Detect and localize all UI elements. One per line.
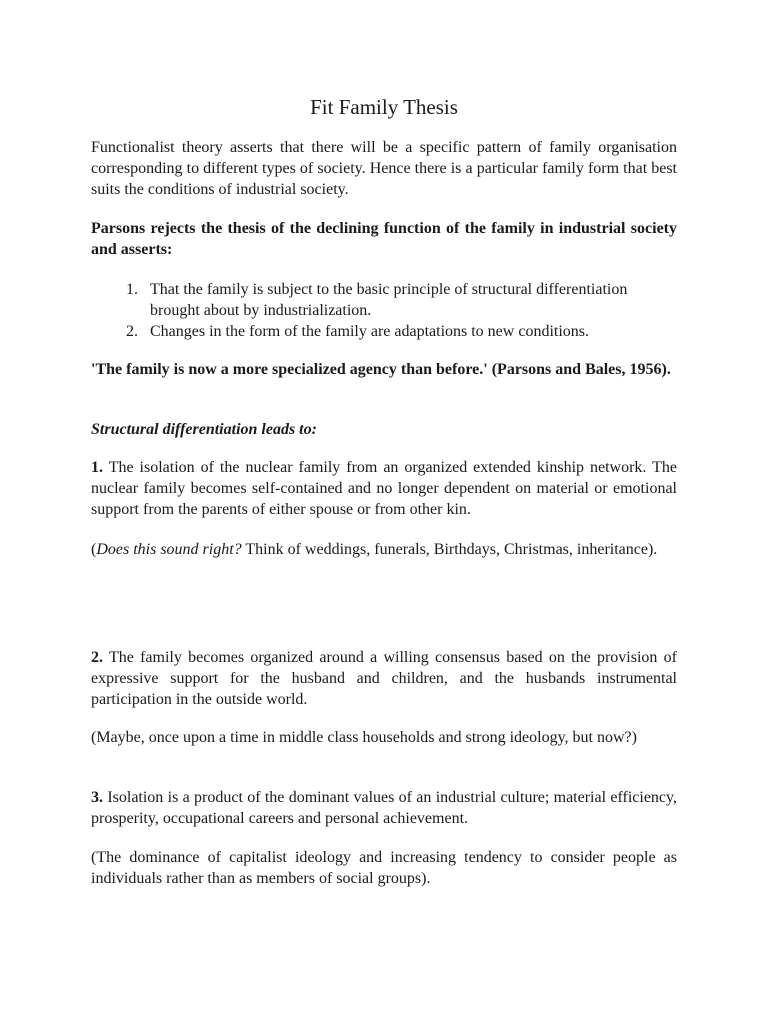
list-item bbox=[126, 280, 677, 322]
section-heading: Structural differentiation leads to: bbox=[91, 421, 317, 438]
point-3-text: Isolation is a product of the dominant values of an industrial culture; material efficiency, prosperity, occupational careers and personal achievement. bbox=[91, 789, 677, 827]
list-item-number: 2. bbox=[126, 322, 138, 340]
list-item-number: 1. bbox=[126, 281, 138, 298]
point-1-paragraph bbox=[91, 458, 677, 520]
point-2-text: The family becomes organized around a willing consensus based on the provision of expressive support for the husband and children, and the husbands instrumental participation in the outside world. bbox=[91, 649, 677, 708]
comment-1-rest: Think of weddings, funerals, Birthdays, Christmas, inheritance). bbox=[241, 541, 658, 558]
comment-3-paragraph: (The dominance of capitalist ideology and increasing tendency to consider people as individuals rather than as members of social groups). bbox=[91, 849, 677, 887]
intro-paragraph: Functionalist theory asserts that there will be a specific pattern of family organisation corresponding to different types of society. Hence there is a particular family form that best suits the conditions of industrial society. bbox=[91, 139, 677, 198]
comment-2-paragraph: (Maybe, once upon a time in middle class households and strong ideology, but now?) bbox=[91, 729, 637, 746]
parsons-assertions-list bbox=[126, 280, 677, 342]
comment-1-open: ( bbox=[91, 541, 97, 558]
comment-1-paragraph bbox=[91, 540, 677, 561]
list-item-text: That the family is subject to the basic principle of structural differentiation brought about by industrialization. bbox=[150, 281, 628, 319]
point-1-text: The isolation of the nuclear family from an organized extended kinship network. The nuclear family becomes self-contained and no longer dependent on material or emotional support from the parents of either spouse or from other kin. bbox=[91, 459, 677, 518]
comment-1-italic: Does this sound right? bbox=[96, 541, 242, 558]
point-2-number: 2. bbox=[91, 649, 103, 666]
parsons-quote: 'The family is now a more specialized agency than before.' (Parsons and Bales, 1956). bbox=[91, 361, 671, 378]
list-item bbox=[126, 322, 677, 343]
point-3-number: 3. bbox=[91, 789, 103, 806]
point-3-paragraph bbox=[91, 788, 677, 830]
point-2-paragraph bbox=[91, 648, 677, 710]
parsons-statement: Parsons rejects the thesis of the declining function of the family in industrial society and asserts: bbox=[91, 220, 677, 258]
list-item-text: Changes in the form of the family are adaptations to new conditions. bbox=[150, 322, 589, 340]
point-1-number: 1. bbox=[91, 459, 103, 476]
page-title: Fit Family Thesis bbox=[310, 95, 458, 119]
